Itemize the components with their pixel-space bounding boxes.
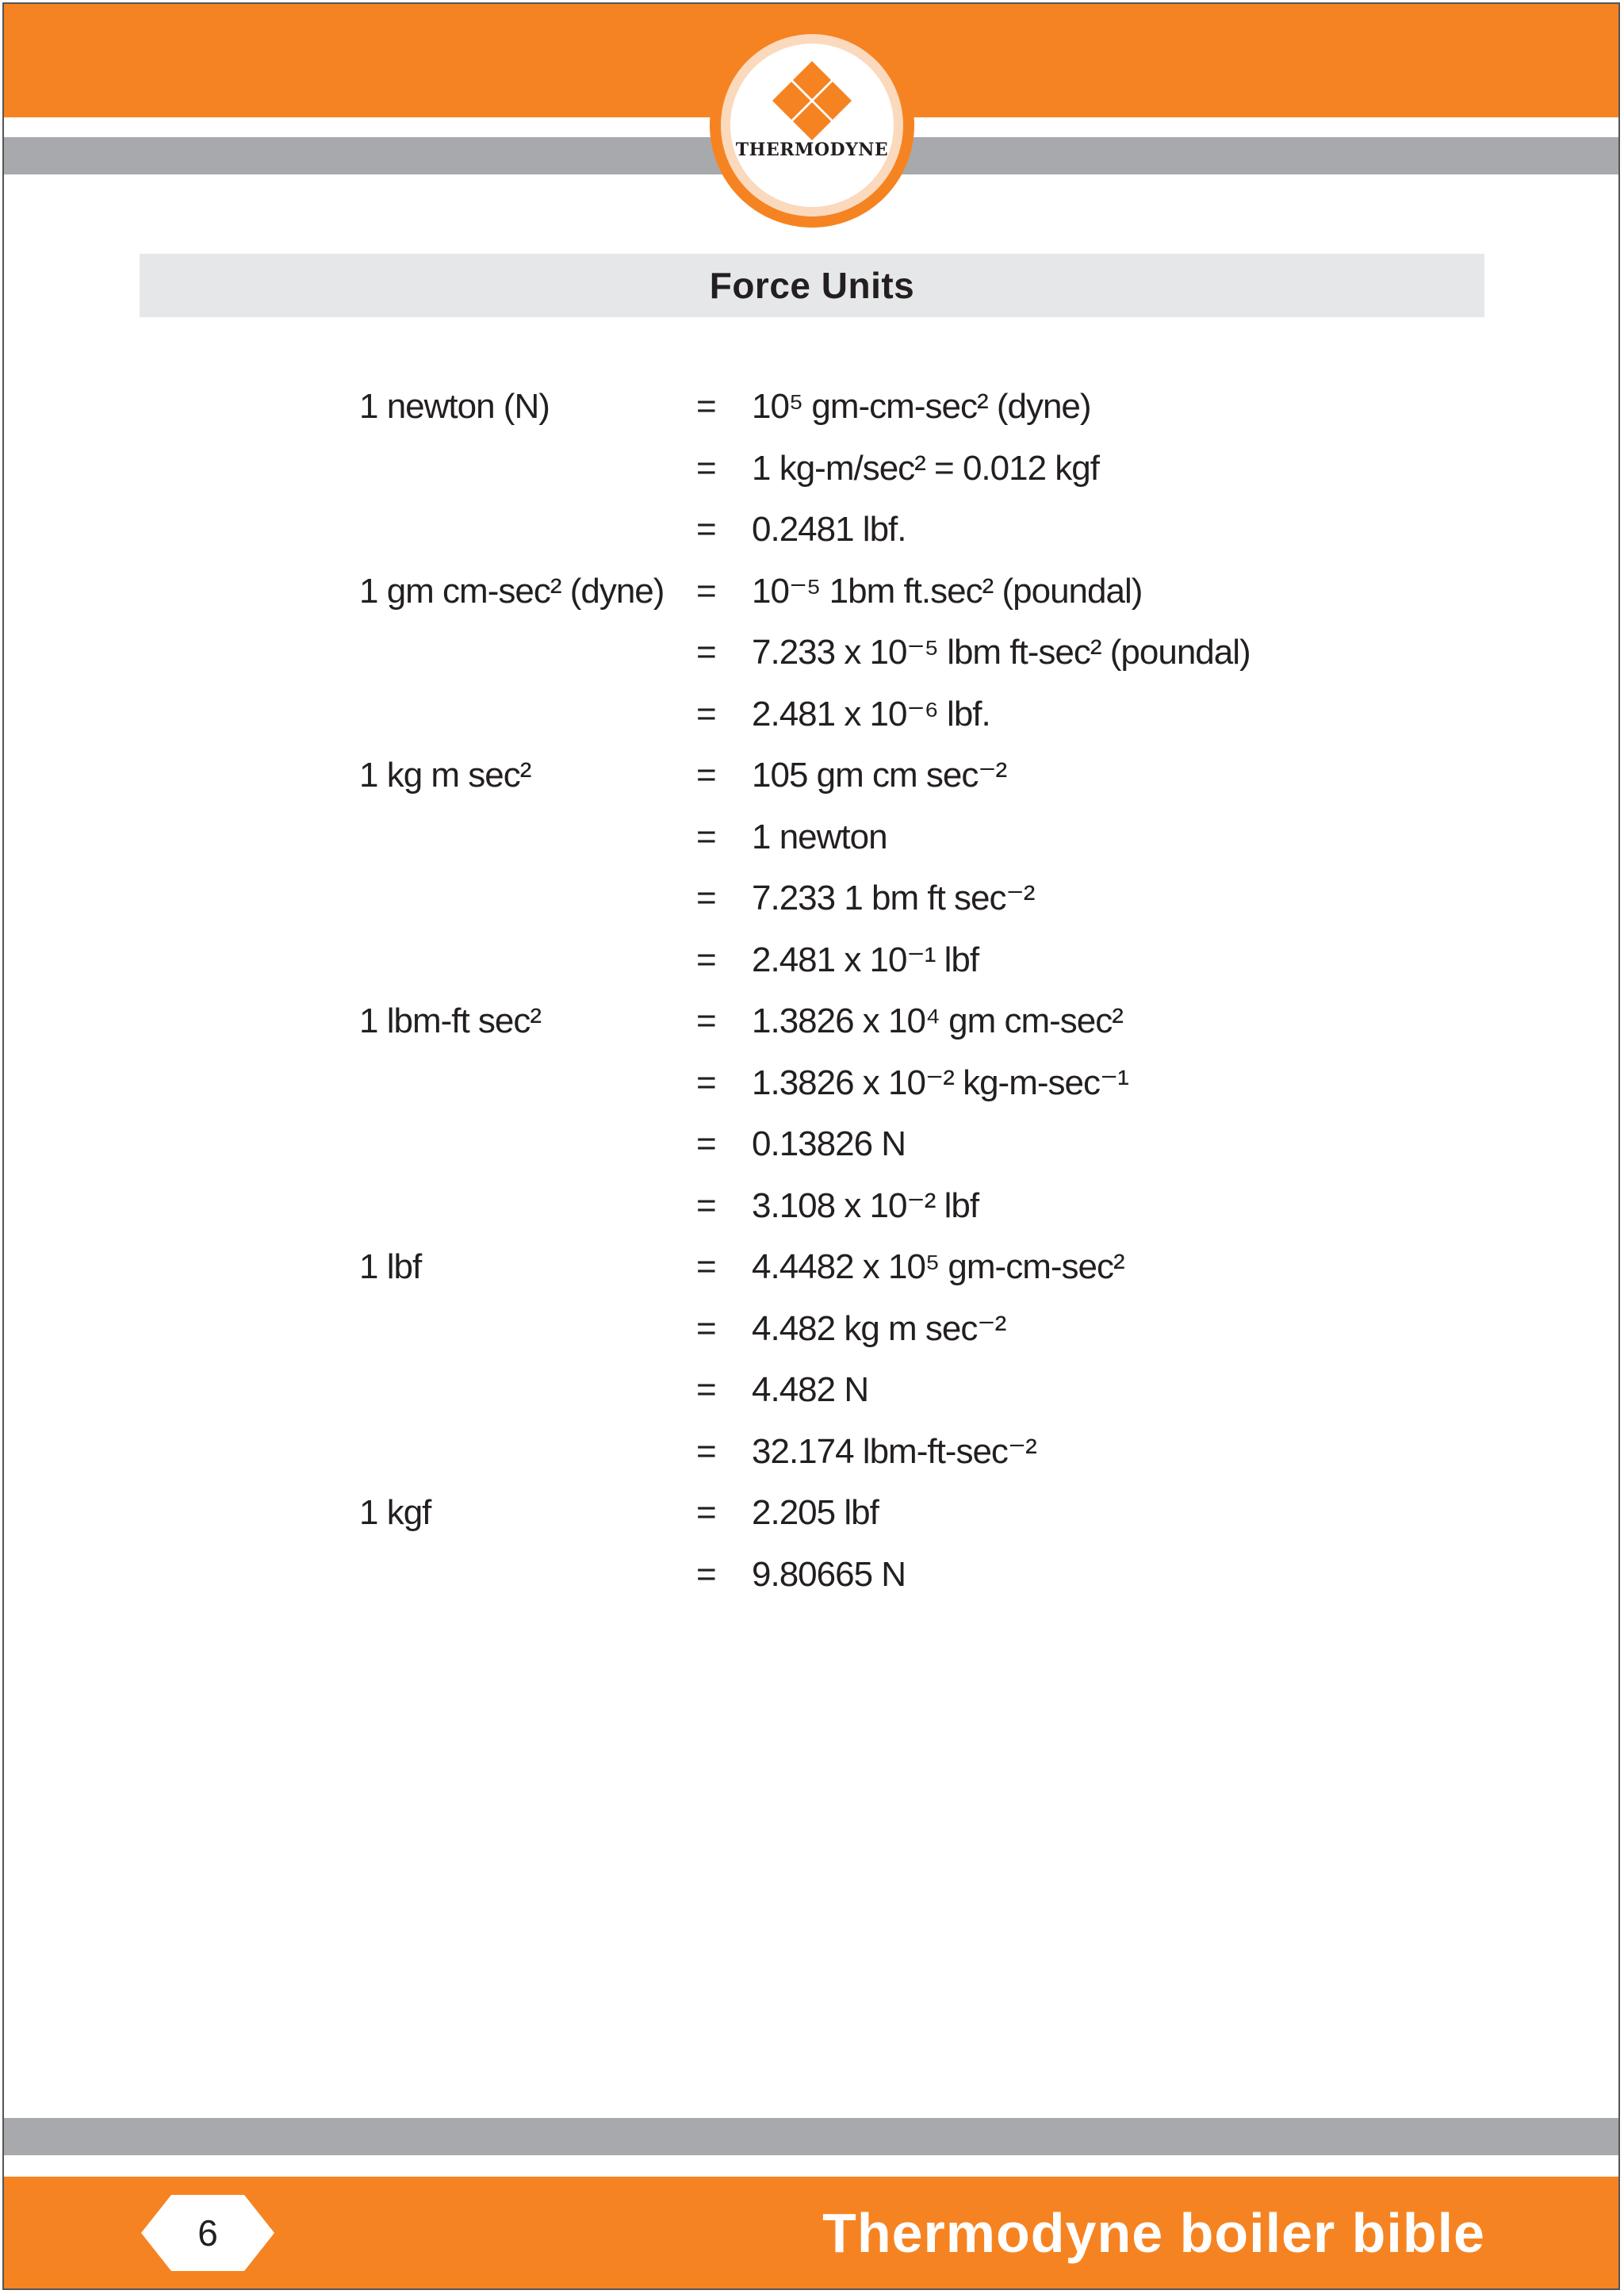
equals-sign: = — [696, 1493, 716, 1532]
equals-sign: = — [696, 1185, 716, 1225]
unit-equivalent: 7.233 x 10⁻⁵ lbm ft-sec² (poundal) — [752, 633, 1251, 672]
unit-equivalent: 1 newton — [752, 817, 887, 856]
unit-equivalent: 4.482 N — [752, 1370, 869, 1409]
unit-equivalent: 105 gm cm sec⁻² — [752, 756, 1007, 795]
unit-equivalent: 1.3826 x 10⁴ gm cm-sec² — [752, 1001, 1123, 1040]
equals-sign: = — [696, 1370, 716, 1409]
equals-sign: = — [696, 1001, 716, 1040]
unit-label: 1 gm cm-sec² (dyne) — [359, 571, 665, 611]
unit-equivalent: 4.482 kg m sec⁻² — [752, 1308, 1006, 1348]
unit-label: 1 kgf — [359, 1493, 431, 1532]
footer-title: Thermodyne boiler bible — [822, 2202, 1485, 2264]
unit-equivalent: 9.80665 N — [752, 1554, 906, 1594]
unit-equivalent: 2.481 x 10⁻¹ lbf — [752, 940, 979, 979]
equals-sign: = — [696, 571, 716, 611]
unit-label: 1 lbm-ft sec² — [359, 1001, 542, 1040]
unit-equivalent: 1.3826 x 10⁻² kg-m-sec⁻¹ — [752, 1063, 1128, 1102]
page-title: Force Units — [709, 265, 915, 306]
equals-sign: = — [696, 1247, 716, 1286]
unit-label: 1 kg m sec² — [359, 756, 531, 795]
unit-equivalent: 4.4482 x 10⁵ gm-cm-sec² — [752, 1247, 1124, 1286]
page-number: 6 — [197, 2212, 218, 2254]
equals-sign: = — [696, 448, 716, 488]
unit-equivalent: 2.481 x 10⁻⁶ lbf. — [752, 694, 990, 733]
logo-text: THERMODYNE — [735, 140, 889, 160]
unit-equivalent: 7.233 1 bm ft sec⁻² — [752, 879, 1035, 917]
page-frame — [2, 2, 1620, 2290]
unit-equivalent: 10⁻⁵ 1bm ft.sec² (poundal) — [752, 571, 1143, 611]
equals-sign: = — [696, 817, 716, 856]
equals-sign: = — [696, 1431, 716, 1471]
equals-sign: = — [696, 940, 716, 979]
equals-sign: = — [696, 1554, 716, 1594]
equals-sign: = — [696, 510, 716, 549]
equals-sign: = — [696, 387, 716, 426]
unit-equivalent: 32.174 lbm-ft-sec⁻² — [752, 1431, 1036, 1471]
equals-sign: = — [696, 633, 716, 672]
unit-label: 1 lbf — [359, 1247, 422, 1286]
equals-sign: = — [696, 1308, 716, 1348]
unit-equivalent: 2.205 lbf — [752, 1493, 879, 1532]
equals-sign: = — [696, 694, 716, 733]
unit-equivalent: 1 kg-m/sec² = 0.012 kgf — [752, 448, 1099, 488]
unit-label: 1 newton (N) — [359, 387, 550, 426]
equals-sign: = — [696, 879, 716, 917]
unit-equivalent: 3.108 x 10⁻² lbf — [752, 1185, 979, 1225]
unit-equivalent: 10⁵ gm-cm-sec² (dyne) — [752, 387, 1091, 426]
unit-equivalent: 0.13826 N — [752, 1124, 906, 1163]
unit-equivalent: 0.2481 lbf. — [752, 510, 906, 549]
equals-sign: = — [696, 1124, 716, 1163]
equals-sign: = — [696, 756, 716, 795]
equals-sign: = — [696, 1063, 716, 1102]
